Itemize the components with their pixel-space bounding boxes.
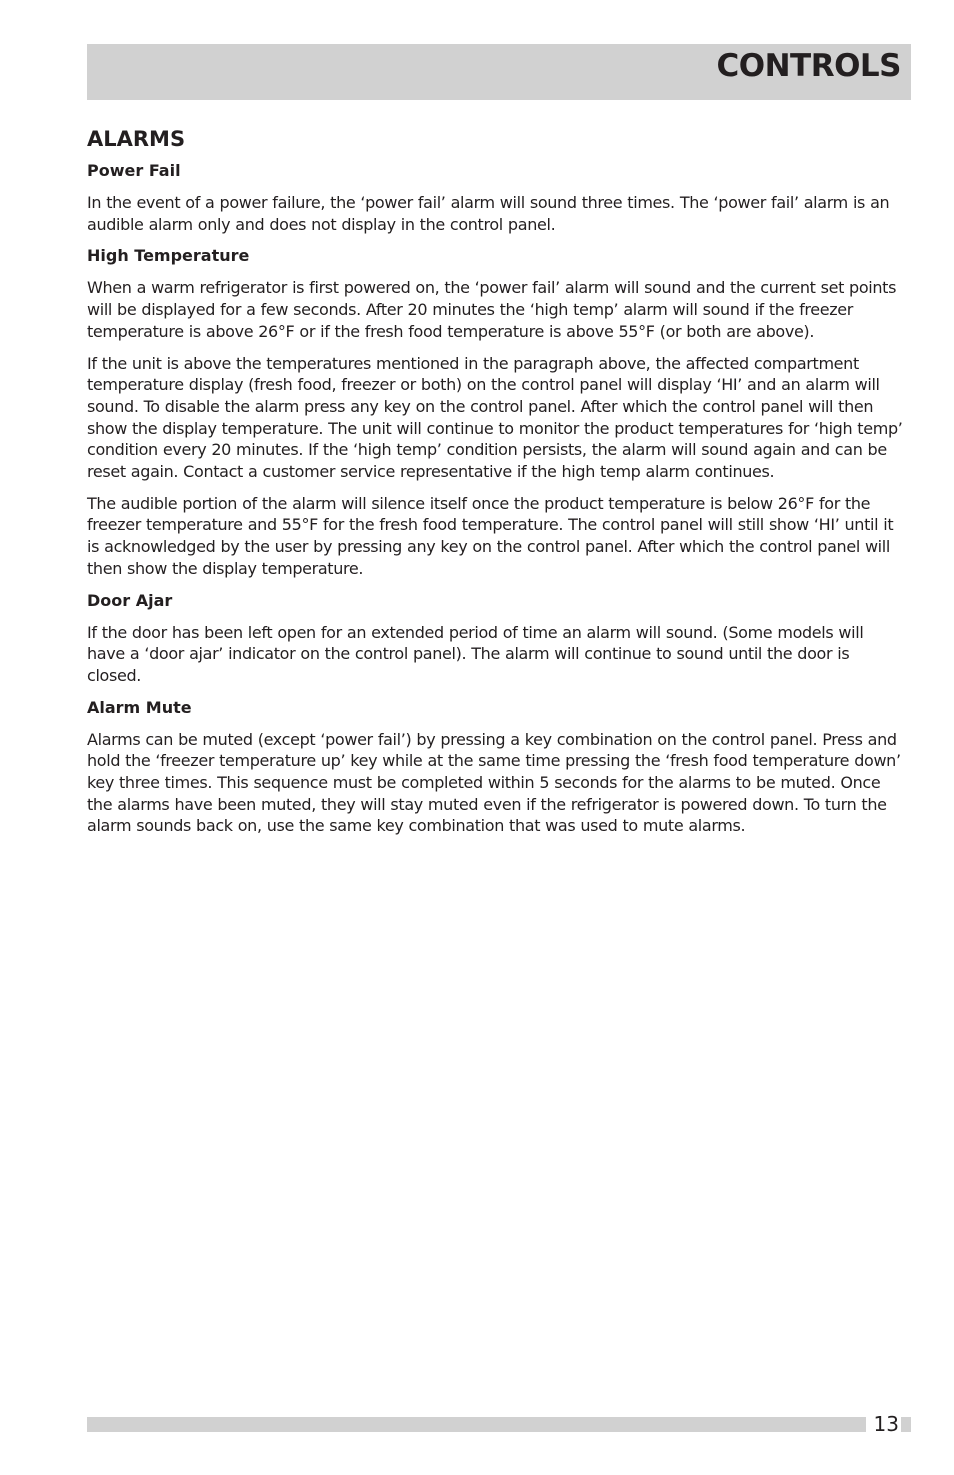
subsection-alarm-mute [87,697,903,838]
paragraph: When a warm refrigerator is first powered on, the ‘power fail’ alarm will sound and the current set points will be displayed for a few seconds. After 20 minutes the ‘high temp’ alarm will sound if the freezer temperature is above 26°F or if the fresh food temperature is above 55°F (or both are above). [87,278,897,341]
paragraph: If the door has been left open for an extended period of time an alarm will sound. (Some models will have a ‘door ajar’ indicator on the control panel). The alarm will continue to sound until the door is closed. [87,622,864,685]
page-number: 13 [866,1411,901,1437]
paragraph: The audible portion of the alarm will silence itself once the product temperature is below 26°F for the freezer temperature and 55°F for the fresh food temperature. The control panel will still show ‘HI’ until it is acknowledged by the user by pressing any key on the control panel. After which the control panel will then show the display temperature. [87,493,894,578]
main-content [87,124,903,847]
paragraph: In the event of a power failure, the ‘power fail’ alarm will sound three times. The ‘power fail’ alarm is an audible alarm only and does not display in the control panel. [87,193,890,234]
page-title: CONTROLS [716,48,901,84]
subsection-heading: High Temperature [87,246,250,266]
paragraph: If the unit is above the temperatures mentioned in the paragraph above, the affected compartment temperature display (fresh food, freezer or both) on the control panel will display ‘HI’ and an alarm will sound. To disable the alarm press any key on the control panel. After which the control panel will then show the display temperature. The unit will continue to monitor the product temperatures for ‘high temp’ condition every 20 minutes. If the ‘high temp’ condition persists, the alarm will sound again and can be reset again. Contact a customer service representative if the high temp alarm continues. [87,353,903,482]
header-bar [87,44,911,100]
subsection-heading: Door Ajar [87,590,173,610]
subsection-heading: Alarm Mute [87,697,192,717]
footer-bar [87,1417,911,1432]
subsection-power-fail [87,160,903,235]
subsection-high-temperature [87,245,903,579]
paragraph: Alarms can be muted (except ‘power fail’) by pressing a key combination on the control panel. Press and hold the ‘freezer temperature up’ key while at the same time pressing the ‘fresh food temperature down’ key three times. This sequence must be completed within 5 seconds for the alarms to be muted. Once the alarms have been muted, they will stay muted even if the refrigerator is powered down. To turn the alarm sounds back on, use the same key combination that was used to mute alarms. [87,729,901,836]
subsection-door-ajar [87,590,903,687]
subsection-heading: Power Fail [87,161,181,180]
section-title: ALARMS [87,127,186,151]
